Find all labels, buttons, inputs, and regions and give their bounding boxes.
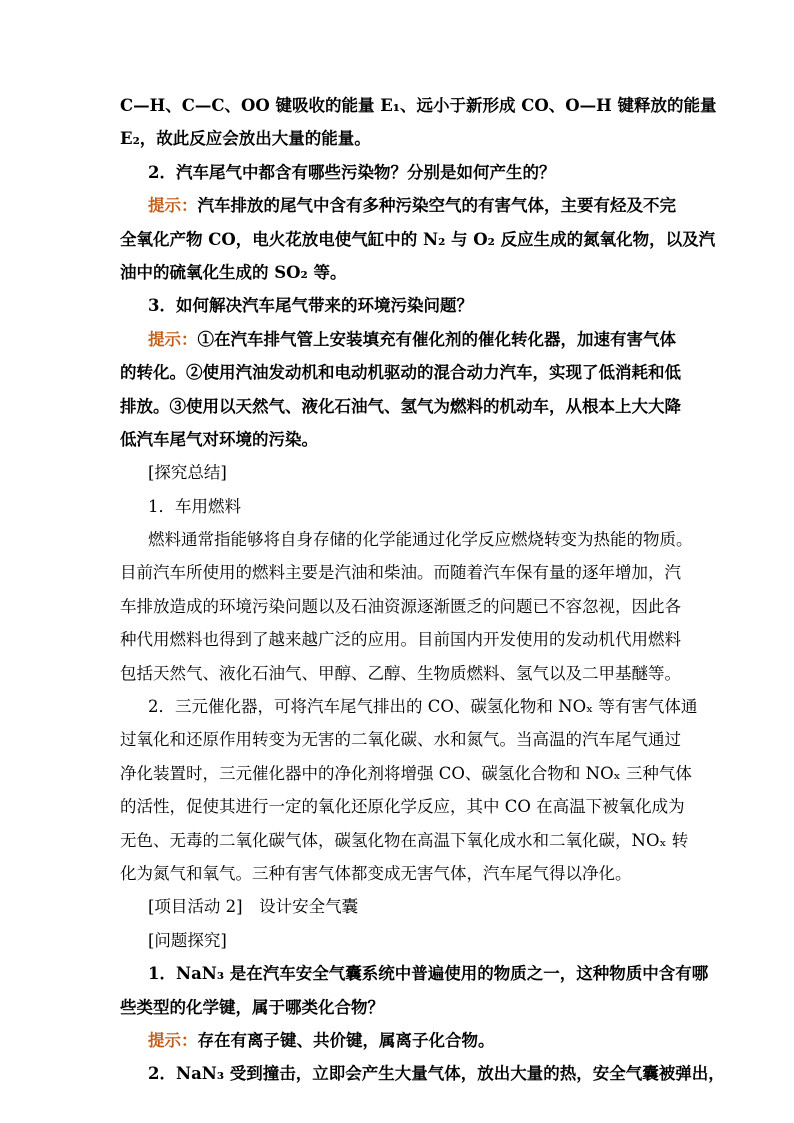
text-line: 燃料通常指能够将自身存储的化学能通过化学反应燃烧转变为热能的物质。 <box>148 530 693 550</box>
text-line: 的转化。②使用汽油发动机和电动机驱动的混合动力汽车，实现了低消耗和低 <box>120 363 681 383</box>
text-line: 过氧化和还原作用转变为无害的二氧化碳、水和氮气。当高温的汽车尾气通过 <box>120 730 681 750</box>
tip-text: 汽车排放的尾气中含有多种污染空气的有害气体，主要有烃及不完 <box>197 196 676 216</box>
question-line: 1．NaN₃ 是在汽车安全气囊系统中普遍使用的物质之一，这种物质中含有哪 <box>148 964 709 984</box>
text-line: 化为氮气和氧气。三种有害气体都变成无害气体，汽车尾气得以净化。 <box>120 863 632 883</box>
document-page <box>120 89 725 1091</box>
text-line: C—H、C—C、OO 键吸收的能量 E₁、远小于新形成 CO、O—H 键释放的能量 <box>120 96 717 115</box>
text-line: 油中的硫氧化生成的 SO₂ 等。 <box>120 262 347 282</box>
section-heading: [项目活动 2] 设计安全气囊 <box>148 897 359 917</box>
text-line: 净化装置时，三元催化器中的净化剂将增强 CO、碳氢化合物和 NOₓ 三种气体 <box>120 763 692 783</box>
text-line: 包括天然气、液化石油气、甲醇、乙醇、生物质燃料、氢气以及二甲基醚等。 <box>120 663 681 683</box>
text-line: 车排放造成的环境污染问题以及石油资源逐渐匮乏的问题已不容忽视，因此各 <box>120 596 681 616</box>
text-line: E₂，故此反应会放出大量的能量。 <box>120 129 371 149</box>
section-heading: [问题探究] <box>148 930 227 950</box>
text-line: 目前汽车所使用的燃料主要是汽油和柴油。而随着汽车保有量的逐年增加，汽 <box>120 563 681 583</box>
text-line: 种代用燃料也得到了越来越广泛的应用。目前国内开发使用的发动机代用燃料 <box>120 630 681 650</box>
tip-text: ①在汽车排气管上安装填充有催化剂的催化转化器，加速有害气体 <box>197 329 676 349</box>
tip-label: 提示： <box>148 196 198 216</box>
tip-label: 提示： <box>148 1030 198 1050</box>
tip-line <box>120 323 680 356</box>
text-line: 些类型的化学键，属于哪类化合物？ <box>120 997 384 1017</box>
tip-text: 存在有离子键、共价键，属离子化合物。 <box>197 1030 495 1050</box>
question-line: 3．如何解决汽车尾气带来的环境污染问题？ <box>148 296 473 316</box>
question-line: 2．汽车尾气中都含有哪些污染物？分别是如何产生的？ <box>148 162 556 182</box>
text-line: 的活性，促使其进行一定的氧化还原化学反应，其中 CO 在高温下被氧化成为 <box>120 797 685 817</box>
subsection-heading: 1．车用燃料 <box>148 496 241 516</box>
tip-label: 提示： <box>148 329 198 349</box>
text-line: 2．三元催化器，可将汽车尾气排出的 CO、碳氢化物和 NOₓ 等有害气体通 <box>148 697 698 717</box>
text-line: 低汽车尾气对环境的污染。 <box>120 429 318 449</box>
text-line: 排放。③使用以天然气、液化石油气、氢气为燃料的机动车，从根本上大大降 <box>120 396 681 416</box>
text-line: 无色、无毒的二氧化碳气体，碳氢化物在高温下氧化成水和二氧化碳，NOₓ 转 <box>120 830 689 850</box>
question-line: 2．NaN₃ 受到撞击，立即会产生大量气体，放出大量的热，安全气囊被弹出， <box>148 1064 725 1084</box>
section-heading: [探究总结] <box>148 463 227 483</box>
tip-line <box>120 1024 680 1057</box>
tip-line <box>120 189 680 222</box>
text-line: 全氧化产物 CO，电火花放电使气缸中的 N₂ 与 O₂ 反应生成的氮氧化物，以及汽 <box>120 229 716 249</box>
